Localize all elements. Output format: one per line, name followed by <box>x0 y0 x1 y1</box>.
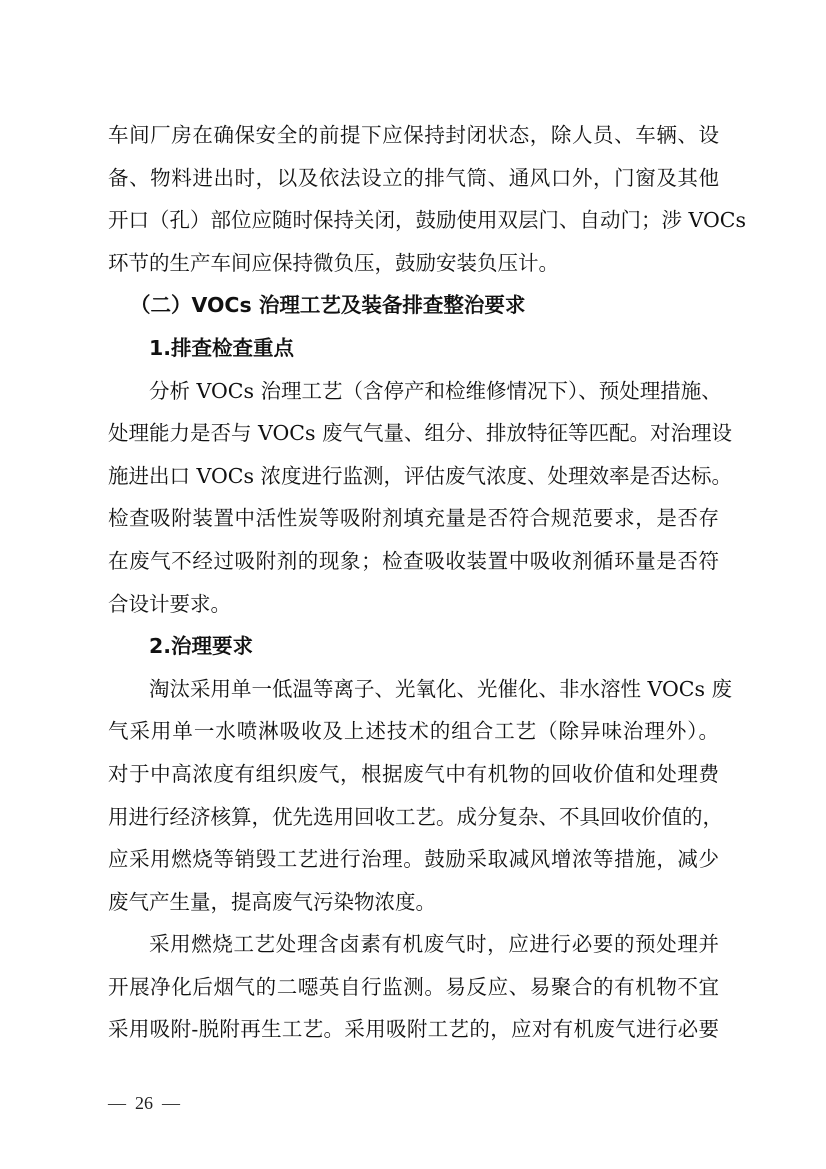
paragraph-line: 淘汰采用单一低温等离子、光氧化、光催化、非水溶性 VOCs 废 <box>149 676 732 701</box>
paragraph-line: 应采用燃烧等销毁工艺进行治理。鼓励采取减风增浓等措施，减少 <box>108 847 719 872</box>
paragraph-line: 在废气不经过吸附剂的现象；检查吸收装置中吸收剂循环量是否符 <box>108 548 719 573</box>
paragraph-line: 用进行经济核算，优先选用回收工艺。成分复杂、不具回收价值的， <box>108 804 723 829</box>
paragraph-line: 对于中高浓度有组织废气，根据废气中有机物的回收价值和处理费 <box>108 761 719 786</box>
paragraph-line: 车间厂房在确保安全的前提下应保持封闭状态，除人员、车辆、设 <box>108 123 719 147</box>
document-page <box>108 114 746 1051</box>
paragraph-line: 开口（孔）部位应随时保持关闭，鼓励使用双层门、自动门；涉 VOCs <box>108 208 746 233</box>
paragraph-line: 施进出口 VOCs 浓度进行监测，评估废气浓度、处理效率是否达标。 <box>108 463 732 488</box>
page-number: — 26 — <box>108 1093 180 1113</box>
paragraph-line: 分析 VOCs 治理工艺（含停产和检维修情况下）、预处理措施、 <box>149 378 722 403</box>
paragraph-line: 环节的生产车间应保持微负压，鼓励安装负压计。 <box>108 250 559 275</box>
subsection-heading: 1.排查检查重点 <box>149 335 295 360</box>
paragraph-line: 废气产生量，提高废气污染物浓度。 <box>108 889 436 914</box>
paragraph-line: 开展净化后烟气的二噁英自行监测。易反应、易聚合的有机物不宜 <box>108 974 719 999</box>
paragraph-line: 处理能力是否与 VOCs 废气气量、组分、排放特征等匹配。对治理设 <box>108 421 732 446</box>
paragraph-line: 备、物料进出时，以及依法设立的排气筒、通风口外，门窗及其他 <box>108 165 719 190</box>
section-heading: （二）VOCs 治理工艺及装备排查整治要求 <box>130 293 526 318</box>
paragraph-line: 气采用单一水喷淋吸收及上述技术的组合工艺（除异味治理外）。 <box>108 719 719 744</box>
subsection-heading: 2.治理要求 <box>149 634 254 659</box>
paragraph-line: 采用燃烧工艺处理含卤素有机废气时，应进行必要的预处理并 <box>149 932 719 957</box>
paragraph-line: 合设计要求。 <box>108 591 231 616</box>
paragraph-line: 检查吸附装置中活性炭等吸附剂填充量是否符合规范要求，是否存 <box>108 506 719 531</box>
paragraph-line: 采用吸附-脱附再生工艺。采用吸附工艺的，应对有机废气进行必要 <box>108 1017 719 1042</box>
